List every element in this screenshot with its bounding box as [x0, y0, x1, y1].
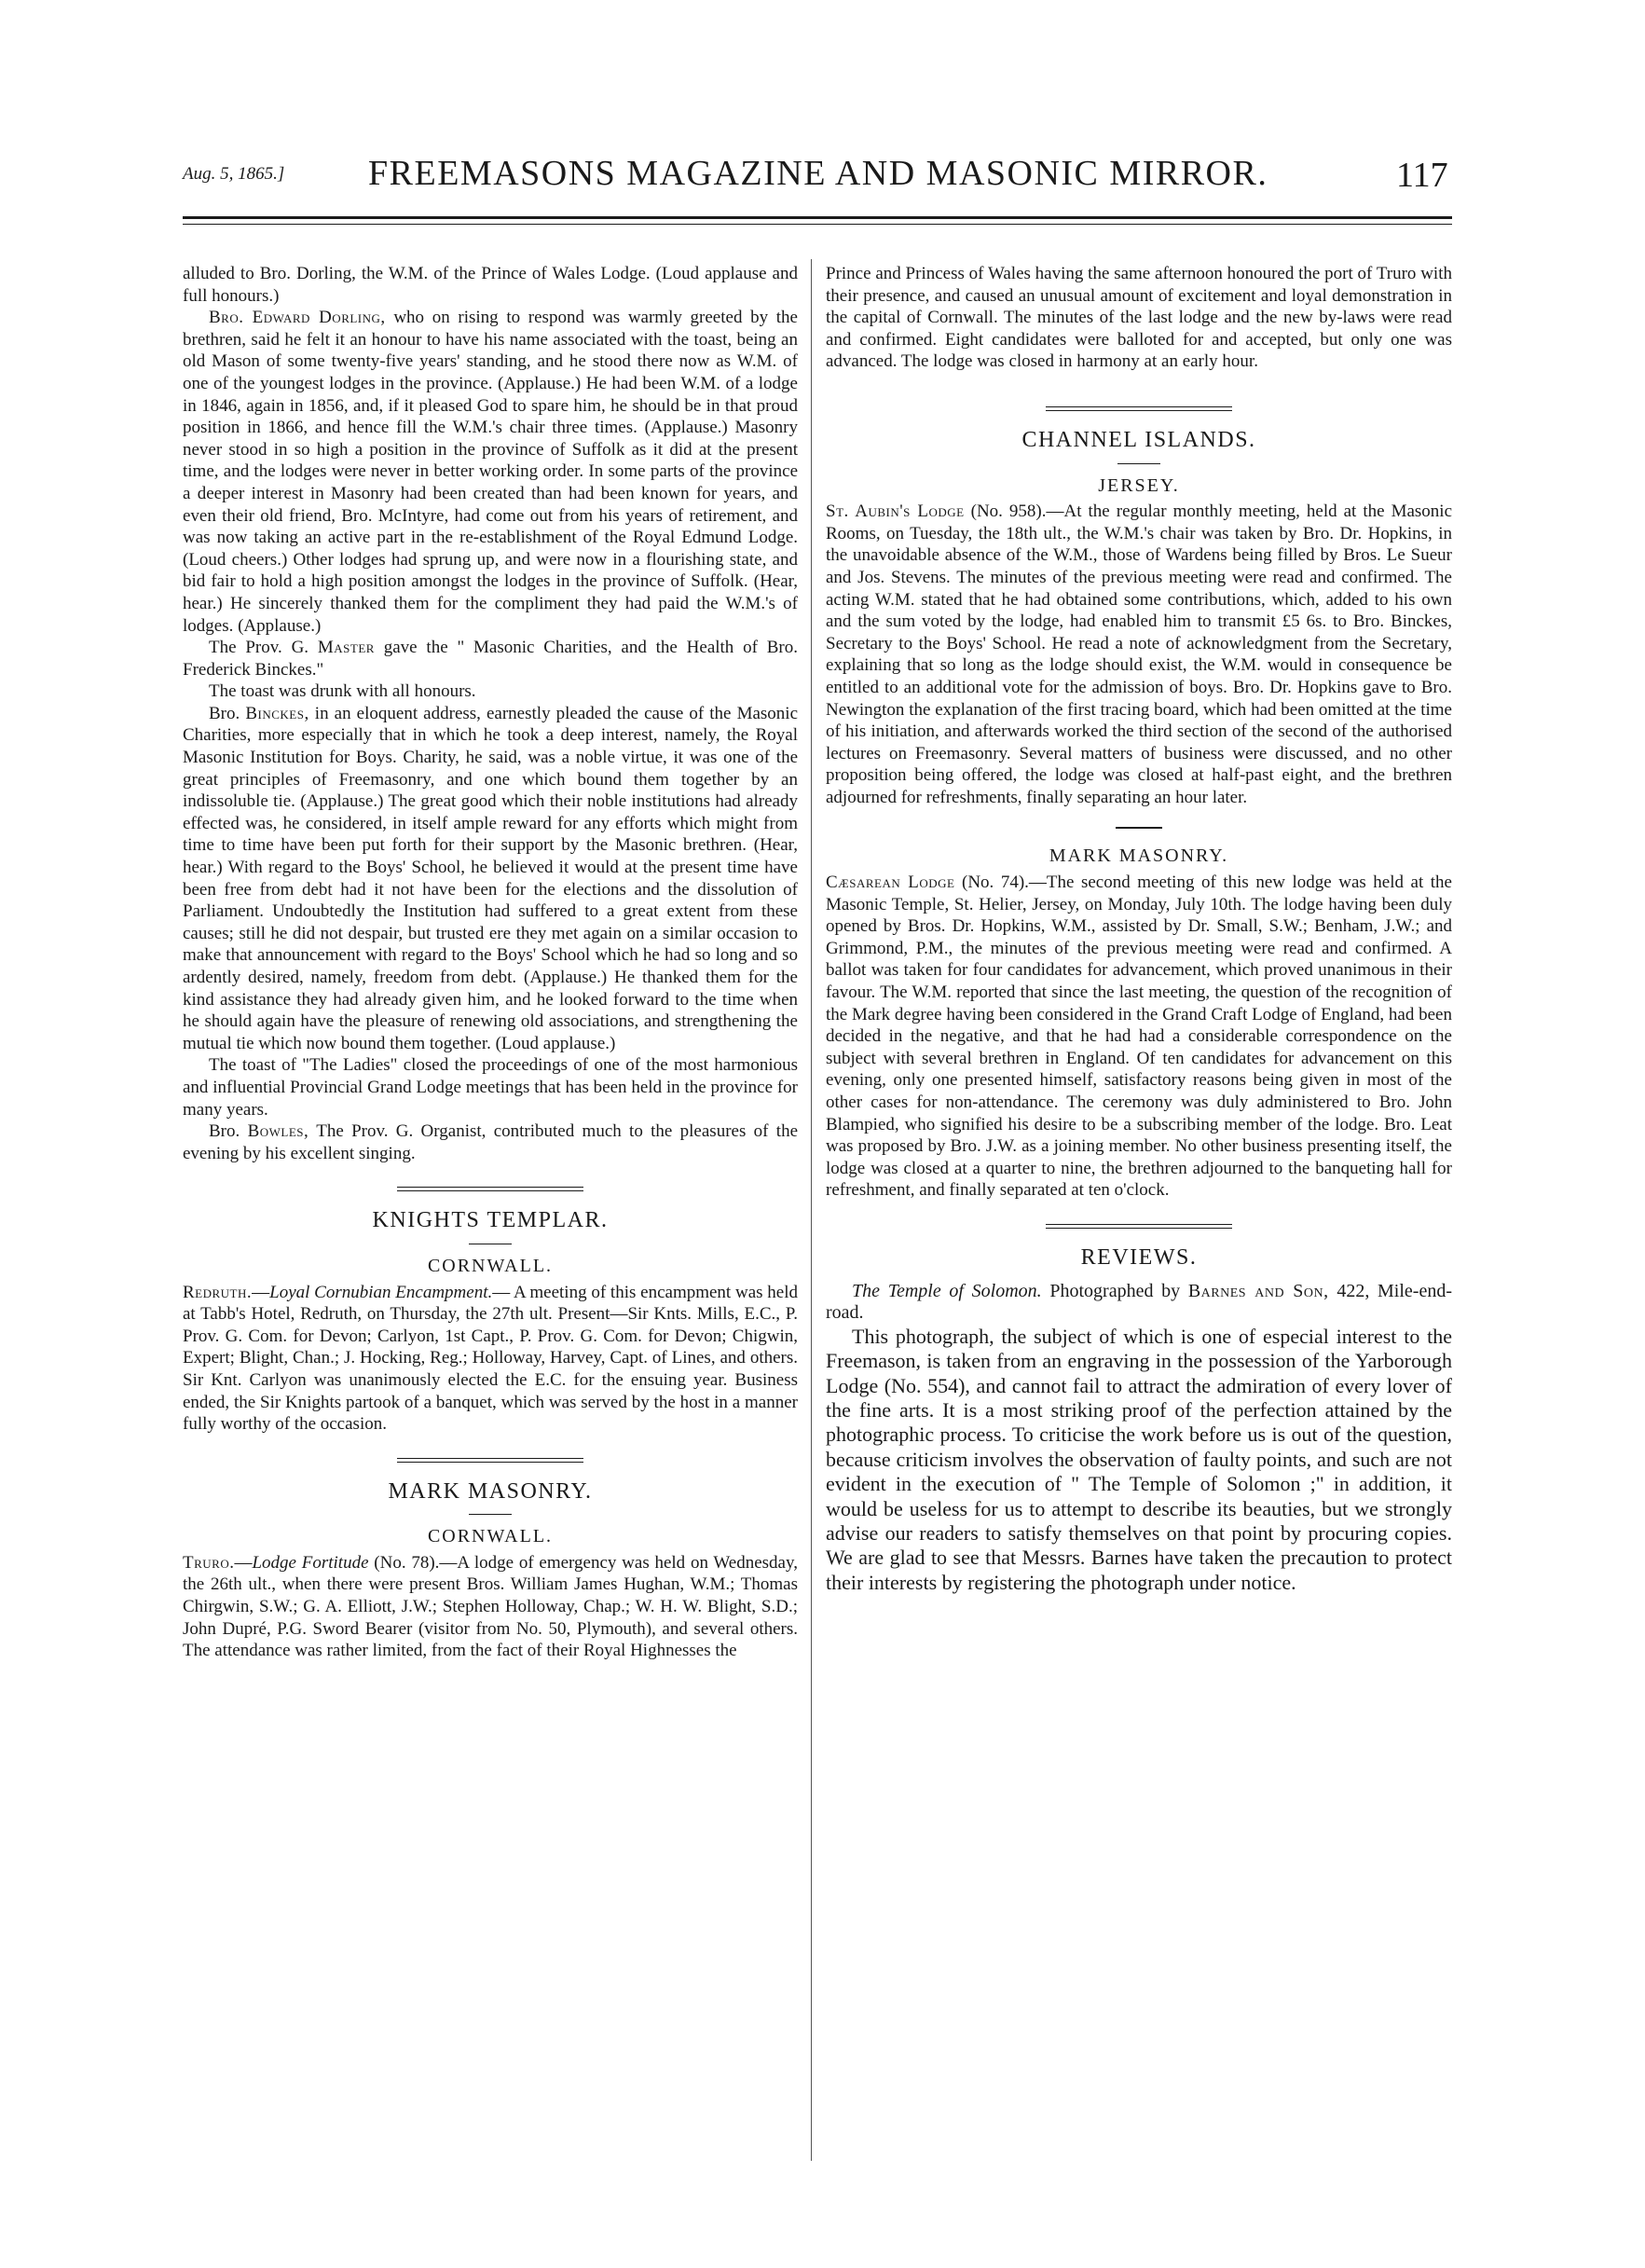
paragraph: This photograph, the subject of which is one of especial interest to the Freemason, is taken from an engraving in the possession of the Yarborough Lodge (No. 554), and cannot fail to attract the admiration of every lover of the fine arts. It is a most striking proof of the perfection attained by the photographic process. To criticise the work before us is out of the question, because criticism involves the observation of faulty points, and such are not evident in the execution of " The Temple of Solomon ;" in addition, it would be useless for us to attempt to describe its beauties, but we strongly advise our readers to satisfy themselves on that point by procuring copies. We are glad to see that Messrs. Barnes have taken the precaution to protect their interests by registering the photograph under notice. [826, 1324, 1452, 1594]
paragraph: Bro. Edward Dorling, who on rising to respond was warmly greeted by the brethren, said he felt it an honour to have his name associated with the toast, being an old Mason of some twenty-five years' standing, and he stood there now as W.M. of one of the youngest lodges in the province. (Applause.) He had been W.M. of a lodge in 1846, again in 1856, and, if it pleased God to spare him, he should be in that proud position in 1866, and hence fill the W.M.'s chair three times. (Applause.) Masonry never stood in so high a position in the province of Suffolk as it did at the present time, and the lodges were never in better working order. In some parts of the province a deeper interest in Masonry had been created than had been known for years, and even their old friend, Bro. McIntyre, had come out from his years of retirement, and was now taking an active part in the re-establishment of the Royal Edmund Lodge. (Loud cheers.) Other lodges had sprung up, and were now in a flourishing state, and bid fair to hold a high position amongst the lodges in the province of Suffolk. (Hear, hear.) He sincerely thanked them for the compliment they had paid the W.M.'s of lodges. (Applause.) [183, 308, 798, 636]
paragraph: St. Aubin's Lodge (No. 958).—At the regular monthly meeting, held at the Masonic Rooms, on Tuesday, the 18th ult., the W.M.'s chair was taken by Bro. Dr. Hopkins, in the unavoidable absence of the W.M., those of Wardens being filled by Bros. Le Sueur and Jos. Stevens. The minutes of the previous meeting were read and confirmed. The acting W.M. stated that he had obtained some contributions, which, added to his own and the sum voted by the lodge, had enabled him to transmit £5 6s. to Bro. Binckes, Secretary to the Boys' School. He read a note of acknowledgment from the Secretary, explaining that so long as the lodge should exist, the W.M. would in consequence be entitled to an additional vote for the admission of boys. Bro. Dr. Hopkins gave to Bro. Newington the explanation of the first tracing board, which had been omitted at the time of his initiation, and afterwards worked the third section of the second of the authorised lectures on Freemasonry. Several matters of business were discussed, and no other proposition being offered, the lodge was closed at half-past eight, and the brethren adjourned for refreshments, finally separating an hour later. [826, 502, 1452, 807]
subsection-heading-cornwall: CORNWALL. [427, 1526, 554, 1547]
separator-rule [1116, 827, 1162, 829]
section-rule [1046, 406, 1232, 411]
paragraph: Bro. Binckes, in an eloquent address, earnestly pleaded the cause of the Masonic Charities, more especially that in which he took a deep interest, namely, the Royal Masonic Institution for Boys. Charity, he said, was a noble virtue, it was one of the great principles of Freemasonry, and one which bound them together by an indissoluble tie. (Applause.) The great good which their noble institutions had already effected was, he considered, in itself ample reward for any efforts which might from time to time have been put forth for their support by the Masonic brethren. (Hear, hear.) With regard to the Boys' School, he believed it would at the present time have been free from debt had it not have been for the elections and the dissolution of Parliament. Undoubtedly the Institution had suffered to a great extent from these causes; still he did not despair, but trusted ere they met again on a similar occasion to make that announcement with regard to the Boys' School which he had so long and so ardently desired, namely, freedom from debt. (Applause.) He thanked them for the kind assistance they had already given him, and he looked forward to the time when he should again have the pleasure of renewing old associations, and strengthening the mutual tie which now bound them together. (Loud applause.) [183, 703, 799, 1053]
section-heading-reviews: REVIEWS. [1080, 1244, 1198, 1270]
paragraph: Cæsarean Lodge (No. 74).—The second meeting of this new lodge was held at the Masonic Temple, St. Helier, Jersey, on Monday, July 10th. The lodge having been duly opened by Bros. Dr. Hopkins, W.M., assisted by Dr. Small, S.W.; Benham, J.W.; and Grimmond, P.M., the minutes of the previous meeting were read and confirmed. A ballot was taken for four candidates for advancement, which proved unanimous in their favour. The W.M. reported that since the last meeting, the question of the recognition of the Mark degree having been considered in the Grand Craft Lodge of England, had been decided in the negative, and that he had had a considerable correspondence on the subject with several brethren in England. Of ten candidates for advancement on this evening, only one presented himself, satisfactory reasons being given in most of the other cases for non-attendance. The ceremony was duly administered to Bro. John Blampied, who signified his desire to be a subscribing member of the lodge. Bro. Leat was proposed by Bro. J.W. as a joining member. No other business presenting itself, the lodge was closed at a quarter to nine, the brethren adjourned to the banqueting hall for refreshment, and finally separated at ten o'clock. [826, 873, 1452, 1201]
subsection-heading-cornwall: CORNWALL. [427, 1255, 554, 1276]
subsection-rule [469, 1514, 512, 1515]
issue-date: Aug. 5, 1865.] [183, 164, 285, 184]
paragraph: Bro. Bowles, The Prov. G. Organist, contributed much to the pleasures of the evening by his excellent singing. [183, 1121, 798, 1163]
section-heading-knights-templar: KNIGHTS TEMPLAR. [372, 1208, 609, 1233]
paragraph: alluded to Bro. Dorling, the W.M. of the Prince of Wales Lodge. (Loud applause and full honours.) [183, 264, 798, 306]
section-heading-channel-islands: CHANNEL ISLANDS. [1021, 427, 1256, 452]
subsection-rule [1117, 463, 1160, 464]
subsection-heading-mark-masonry: MARK MASONRY. [1049, 845, 1229, 867]
left-column [183, 263, 798, 1662]
paragraph: Prince and Princess of Wales having the same afternoon honoured the port of Truro with their presence, and caused an unusual amount of excitement and loyal demonstration in the capital of Cornwall. The minutes of the last lodge and the new by-laws were read and confirmed. Eight candidates were balloted for and accepted, but only one was advanced. The lodge was closed in harmony at an early hour. [826, 264, 1452, 372]
paragraph: The toast was drunk with all honours. [209, 681, 476, 702]
right-column [826, 263, 1452, 1595]
section-rule [1046, 1224, 1232, 1229]
section-rule [397, 1187, 583, 1191]
column-divider [811, 259, 812, 2161]
subsection-heading-jersey: JERSEY. [1098, 474, 1180, 496]
header-rule [183, 216, 1452, 219]
page-number: 117 [1396, 156, 1448, 195]
section-heading-mark-masonry: MARK MASONRY. [388, 1478, 593, 1504]
paragraph: Truro.—Lodge Fortitude (No. 78).—A lodge of emergency was held on Wednesday, the 26th ult., when there were present Bros. William James Hughan, W.M.; Thomas Chirgwin, S.W.; G. A. Elliott, J.W.; Stephen Holloway, Chap.; W. H. W. Blight, S.D.; John Dupré, P.G. Sword Bearer (visitor from No. 50, Plymouth), and several others. The attendance was rather limited, from the fact of their Royal Highnesses the [183, 1552, 798, 1661]
paragraph: The toast of "The Ladies" closed the proceedings of one of the most harmonious and influential Provincial Grand Lodge meetings that has been held in the province for many years. [183, 1055, 798, 1120]
header-rule-thin [183, 224, 1452, 225]
paragraph: The Prov. G. Master gave the " Masonic Charities, and the Health of Bro. Frederick Binckes." [183, 638, 799, 680]
review-body [826, 1325, 1452, 1595]
section-rule [397, 1458, 583, 1463]
paragraph: Redruth.—Loyal Cornubian Encampment.— A meeting of this encampment was held at Tabb's Hotel, Redruth, on Thursday, the 27th ult. Present—Sir Knts. Mills, E.C., P. Prov. G. Com. for Devon; Carlyon, 1st Capt., P. Prov. G. Com. for Devon; Chigwin, Expert; Blight, Chan.; J. Hocking, Reg.; Holloway, Harvey, Capt. of Lines, and others. Sir Knt. Carlyon was unanimously elected the E.C. for the ensuing year. Business ended, the Sir Knights partook of a banquet, which was served by the host in a manner fully worthy of the occasion. [183, 1282, 798, 1435]
review-title-line: The Temple of Solomon. Photographed by Barnes and Son, 422, Mile-end-road. [826, 1280, 1452, 1324]
magazine-title: FREEMASONS MAGAZINE AND MASONIC MIRROR. [368, 154, 1268, 193]
